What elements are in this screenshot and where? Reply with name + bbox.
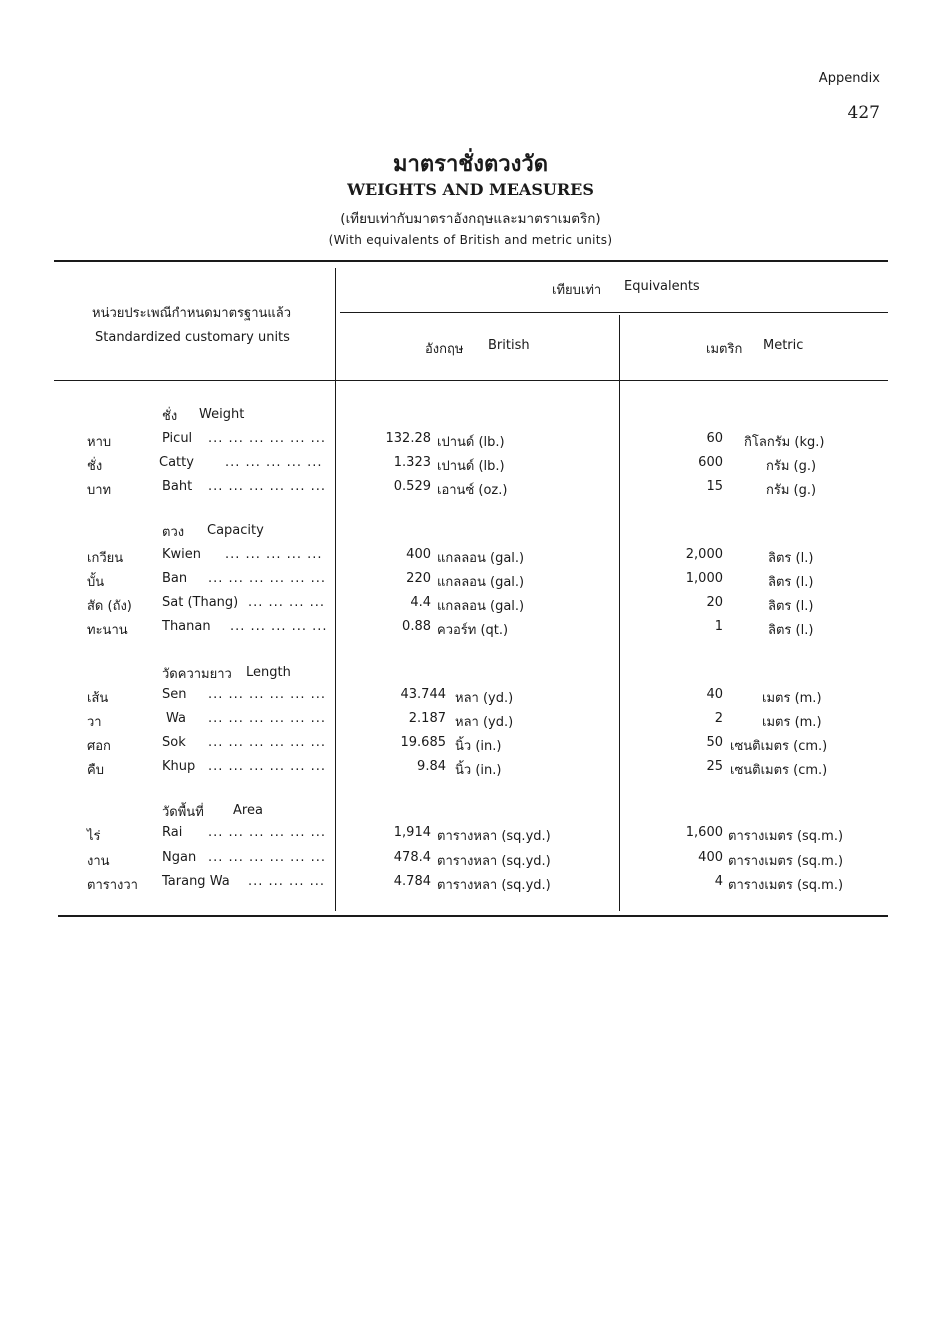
british-unit: เปานด์ (lb.) <box>437 435 505 450</box>
unit-english: Picul <box>162 431 193 446</box>
section-heading-english: Area <box>233 803 263 818</box>
unit-english: Kwien <box>162 547 202 562</box>
leader-dots: ... ... ... ... ... <box>225 455 323 470</box>
metric-value: 400 <box>698 850 723 865</box>
unit-thai: วา <box>87 715 102 730</box>
unit-thai: คืบ <box>87 763 104 778</box>
metric-unit: ตารางเมตร (sq.m.) <box>728 829 844 844</box>
unit-english: Wa <box>166 711 186 726</box>
british-unit: ควอร์ท (qt.) <box>437 623 509 638</box>
british-unit: ตารางหลา (sq.yd.) <box>437 829 551 844</box>
metric-unit: กรัม (g.) <box>766 483 817 498</box>
table-bottom-rule <box>58 915 888 917</box>
british-unit: หลา (yd.) <box>455 715 514 730</box>
british-value: 0.88 <box>402 619 431 634</box>
metric-unit: เซนติเมตร (cm.) <box>730 763 828 778</box>
unit-thai: บั้น <box>87 575 105 590</box>
section-heading-thai: วัดพื้นที่ <box>162 805 204 820</box>
metric-value: 2 <box>714 711 723 726</box>
unit-thai: ศอก <box>87 739 111 754</box>
col-equivalents-thai: เทียบเท่า <box>552 283 602 298</box>
section-heading-thai: ชั่ง <box>162 409 178 424</box>
unit-thai: เกวียน <box>87 551 124 566</box>
unit-thai: ทะนาน <box>87 623 128 638</box>
unit-english: Tarang Wa <box>162 874 230 889</box>
british-value: 0.529 <box>393 479 431 494</box>
page-title-english: WEIGHTS AND MEASURES <box>347 180 594 199</box>
british-unit: เอานซ์ (oz.) <box>437 483 508 498</box>
metric-value: 1,600 <box>685 825 723 840</box>
section-heading-english: Length <box>246 665 291 680</box>
subtitle-english: (With equivalents of British and metric units) <box>328 233 613 247</box>
metric-value: 20 <box>706 595 723 610</box>
metric-value: 15 <box>706 479 723 494</box>
metric-unit: ตารางเมตร (sq.m.) <box>728 854 844 869</box>
unit-thai: งาน <box>87 854 110 869</box>
metric-unit: กิโลกรัม (kg.) <box>744 435 825 450</box>
section-heading-thai: วัดความยาว <box>162 667 232 682</box>
metric-unit: ลิตร (l.) <box>768 599 814 614</box>
metric-value: 40 <box>706 687 723 702</box>
british-value: 132.28 <box>385 431 431 446</box>
british-unit: นิ้ว (in.) <box>455 739 502 754</box>
british-unit: แกลลอน (gal.) <box>437 551 525 566</box>
section-heading-english: Weight <box>199 407 245 422</box>
leader-dots: ... ... ... ... ... ... <box>208 735 327 750</box>
metric-value: 2,000 <box>685 547 723 562</box>
unit-english: Baht <box>162 479 193 494</box>
unit-thai: ตารางวา <box>87 878 138 893</box>
leader-dots: ... ... ... ... ... ... <box>208 479 327 494</box>
header-bottom-rule <box>54 380 888 381</box>
british-unit: เปานด์ (lb.) <box>437 459 505 474</box>
unit-thai: บาท <box>87 483 112 498</box>
british-unit: นิ้ว (in.) <box>455 763 502 778</box>
british-unit: ตารางหลา (sq.yd.) <box>437 878 551 893</box>
metric-unit: ลิตร (l.) <box>768 575 814 590</box>
metric-unit: ตารางเมตร (sq.m.) <box>728 878 844 893</box>
metric-unit: ลิตร (l.) <box>768 551 814 566</box>
unit-english: Sok <box>162 735 186 750</box>
unit-english: Rai <box>162 825 183 840</box>
unit-english: Ngan <box>162 850 197 865</box>
british-value: 220 <box>406 571 431 586</box>
british-value: 2.187 <box>408 711 446 726</box>
british-unit: หลา (yd.) <box>455 691 514 706</box>
leader-dots: ... ... ... ... ... ... <box>208 431 327 446</box>
table-top-rule <box>54 260 888 262</box>
unit-thai: หาบ <box>87 435 112 450</box>
section-heading-english: Capacity <box>207 523 264 538</box>
british-value: 4.4 <box>410 595 431 610</box>
unit-english: Catty <box>159 455 194 470</box>
unit-english: Ban <box>162 571 188 586</box>
section-heading-thai: ตวง <box>162 525 185 540</box>
metric-value: 4 <box>714 874 723 889</box>
unit-thai: สัด (ถัง) <box>87 599 132 614</box>
col-equivalents-english: Equivalents <box>624 279 700 294</box>
british-value: 19.685 <box>400 735 446 750</box>
unit-thai: เส้น <box>87 691 109 706</box>
metric-value: 50 <box>706 735 723 750</box>
metric-unit: กรัม (g.) <box>766 459 817 474</box>
unit-thai: ชั่ง <box>87 459 103 474</box>
leader-dots: ... ... ... ... ... ... <box>208 711 327 726</box>
unit-english: Sen <box>162 687 187 702</box>
equivalents-rule <box>340 312 888 313</box>
british-value: 43.744 <box>400 687 446 702</box>
leader-dots: ... ... ... ... ... ... <box>208 850 327 865</box>
leader-dots: ... ... ... ... <box>248 595 325 610</box>
metric-unit: เซนติเมตร (cm.) <box>730 739 828 754</box>
leader-dots: ... ... ... ... ... <box>225 547 323 562</box>
col-british-english: British <box>488 338 530 353</box>
leader-dots: ... ... ... ... ... ... <box>208 759 327 774</box>
metric-value: 25 <box>706 759 723 774</box>
col-british-thai: อังกฤษ <box>425 342 464 357</box>
col-units-english: Standardized customary units <box>95 330 290 345</box>
unit-thai: ไร่ <box>87 829 101 844</box>
metric-value: 1,000 <box>685 571 723 586</box>
units-divider <box>335 268 336 911</box>
british-value: 1.323 <box>393 455 431 470</box>
british-value: 9.84 <box>417 759 446 774</box>
leader-dots: ... ... ... ... ... ... <box>208 571 327 586</box>
leader-dots: ... ... ... ... ... <box>230 619 328 634</box>
metric-value: 60 <box>706 431 723 446</box>
col-metric-thai: เมตริก <box>706 342 743 357</box>
leader-dots: ... ... ... ... ... ... <box>208 687 327 702</box>
page-title-thai: มาตราชั่งตวงวัด <box>392 151 548 177</box>
appendix-label: Appendix <box>818 71 880 86</box>
british-unit: แกลลอน (gal.) <box>437 575 525 590</box>
british-value: 1,914 <box>393 825 431 840</box>
british-value: 478.4 <box>393 850 431 865</box>
british-unit: ตารางหลา (sq.yd.) <box>437 854 551 869</box>
leader-dots: ... ... ... ... ... ... <box>208 825 327 840</box>
metric-unit: เมตร (m.) <box>762 691 822 706</box>
british-metric-divider <box>619 315 620 911</box>
british-value: 4.784 <box>393 874 431 889</box>
page-number: 427 <box>847 103 880 123</box>
metric-unit: ลิตร (l.) <box>768 623 814 638</box>
leader-dots: ... ... ... ... <box>248 874 325 889</box>
unit-english: Sat (Thang) <box>162 595 239 610</box>
british-unit: แกลลอน (gal.) <box>437 599 525 614</box>
british-value: 400 <box>406 547 431 562</box>
metric-unit: เมตร (m.) <box>762 715 822 730</box>
metric-value: 600 <box>698 455 723 470</box>
subtitle-thai: (เทียบเท่ากับมาตราอังกฤษและมาตราเมตริก) <box>340 211 601 227</box>
unit-english: Khup <box>162 759 196 774</box>
col-units-thai: หน่วยประเพณีกำหนดมาตรฐานแล้ว <box>92 306 292 321</box>
col-metric-english: Metric <box>763 338 804 353</box>
unit-english: Thanan <box>162 619 211 634</box>
metric-value: 1 <box>714 619 723 634</box>
